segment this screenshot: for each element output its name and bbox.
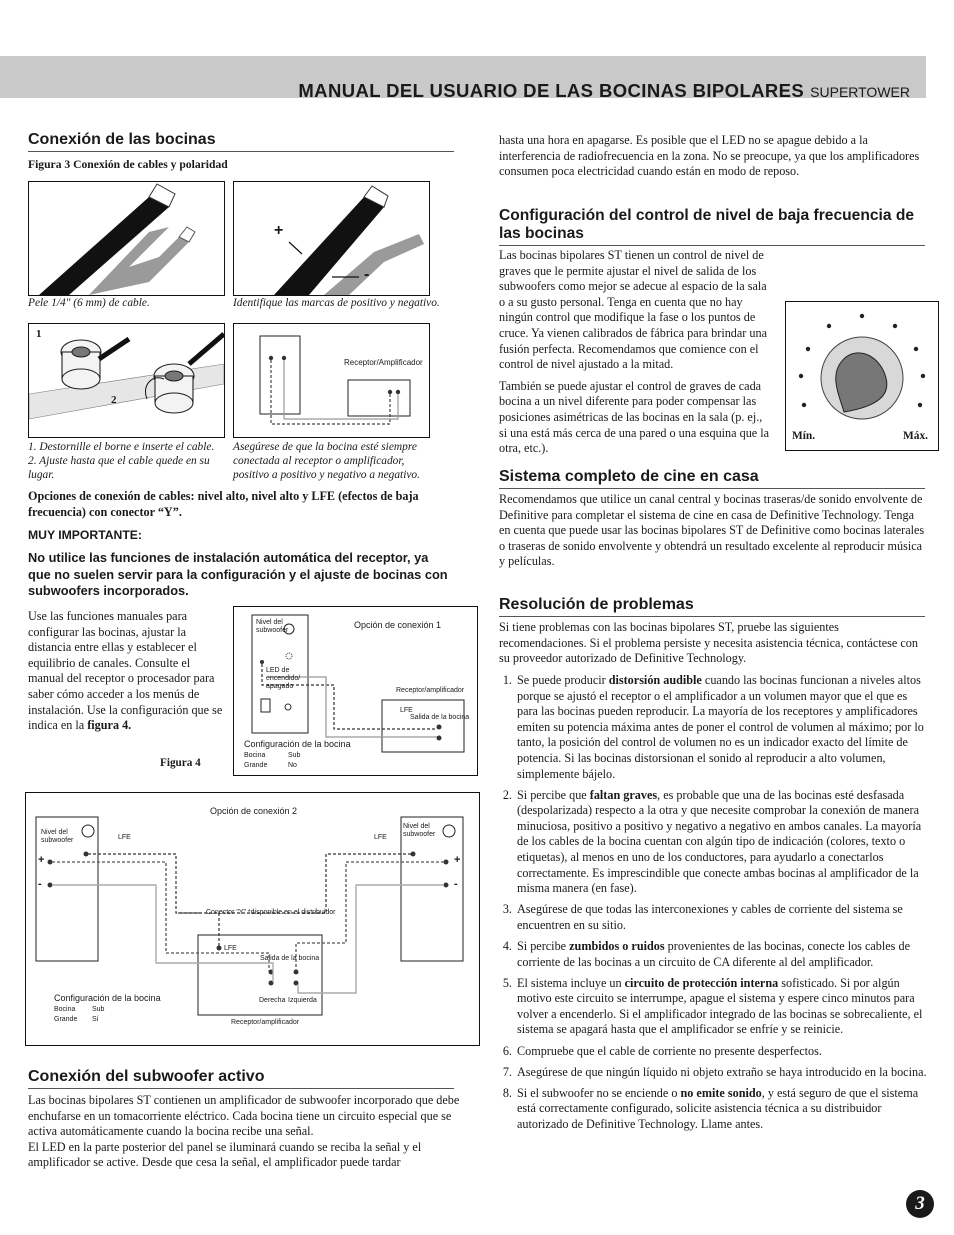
fig3-wiring-diagram (233, 323, 430, 438)
troubleshooting-item (515, 1065, 927, 1081)
config-p1: Las bocinas bipolares ST tienen un control de nivel de graves que le permite ajustar el nivel de salida de los subwoofers como mejor se adecue al espacio de la sala o a su gusto personal. Tenga en cuenta que no hay ningún control que modifique la fase o los puntos de cruce. Ya vienen calibrados de fábrica para brindar una fusión perfecta. Recomendamos que comience con el control de nivel ajustado a la mitad. (499, 248, 767, 372)
fig5-derecha: Derecha (259, 997, 286, 1004)
manual-p1: Use las funciones manuales para configurar las bocinas, ajustar la distancia entre ellas y establecer el equilibrio de canales. Consulte el (28, 609, 197, 670)
fig5-minus-left: - (38, 878, 42, 890)
fig5-lfe-right: LFE (374, 834, 387, 841)
fig5-lfe-amp: LFE (224, 945, 237, 952)
subwoofer-p1: Las bocinas bipolares ST contienen un amplificador de subwoofer incorporado que debe enchufarse en un tomacorriente eléctrico. Cada bocina tiene un circuito especial que se activa automáticamente cuando la bocina recibe una señal. (28, 1093, 460, 1139)
fig5-salida: Salida de la bocina (260, 955, 320, 962)
item-text-cont: , y está seguro de que el sistema está correctamente configurado, solicite asistencia técnica a su distribuidor autorizado de Definitive Technology. Llame antes. (517, 1085, 919, 1131)
item-text: Compruebe que el cable de corriente no presente desperfectos. (517, 1043, 822, 1058)
fig3-title: Figura 3 Conexión de cables y polaridad (28, 158, 228, 171)
fig4-lfe: LFE (400, 707, 413, 714)
plus-mark: + (274, 222, 284, 239)
title-subtitle: SUPERTOWER (810, 84, 910, 100)
subwoofer-text (28, 1093, 464, 1171)
fig5-bocina: Bocina (54, 1006, 76, 1013)
minus-mark: - (364, 266, 370, 283)
section-subwoofer-title: Conexión del subwoofer activo (28, 1068, 454, 1089)
fig5-izquierda: Izquierda (288, 997, 317, 1004)
item-text: Se puede producir (517, 673, 609, 687)
receptor-amp-label: Receptor/Amplificador (344, 358, 423, 367)
fig3-caption-c (28, 441, 226, 482)
fig5-opcion2: Opción de conexión 2 (210, 806, 298, 816)
fig5-si: Sí (92, 1016, 99, 1023)
item-emphasis: zumbidos o ruidos (569, 939, 665, 953)
troubleshooting-item (515, 788, 927, 897)
cable-options-text: Opciones de conexión de cables: nivel alto, nivel alto y LFE (efectos de baja frecuencia) con conector “Y”. (28, 489, 419, 519)
fig3-caption-d: Asegúrese de que la bocina esté siempre conectada al receptor o amplificador, positivo a positivo y negativo a negativo. (233, 441, 420, 481)
fig5-nivel-sub-right: Nivel del subwoofer (403, 823, 436, 838)
troubleshooting-list (499, 673, 927, 1138)
troubleshooting-item (515, 976, 927, 1038)
problemas-intro: Si tiene problemas con las bocinas bipolares ST, pruebe las siguientes recomendaciones. Si el problema persiste y necesita asistencia técnica, contáctese con su proveedor autorizado de Definitive Technology. (499, 620, 918, 666)
troubleshooting-item (515, 902, 927, 933)
section-problemas-title: Resolución de problemas (499, 596, 925, 617)
subwoofer-p2: El LED en la parte posterior del panel se iluminará cuando se reciba la señal y el amplificador se active. Desde que cesa la señal, el amplificador puede tardar (28, 1139, 422, 1170)
cine-text: Recomendamos que utilice un canal central y bocinas traseras/de sonido envolvente de Definitive para completar el sistema de cine en casa de Definitive Technology. Tenga en cuenta que puede usar las bocinas bipolares ST de Definitive como bocinas laterales o traseras de sonido envolvente y obtendrá un resultado excelente al reproducir música y películas. (499, 492, 925, 569)
troubleshooting-item (515, 673, 927, 782)
fig4-led: LED de encendido/ apagado (266, 667, 301, 690)
item-text: El sistema incluye un (517, 975, 625, 990)
item-text-cont: provenientes de las bocinas, conecte los cables de corriente de las bocinas a un circuito de CA diferente al del amplificador. (517, 939, 910, 969)
item-emphasis: no emite sonido (680, 1085, 762, 1100)
warning-text: No utilice las funciones de instalación automática del receptor, ya que no suelen servir para la configuración y el ajuste de bocinas con subwoofers incorporados. (28, 550, 448, 599)
fig3-polarity (233, 181, 430, 296)
caption-c-step2: 2. Ajuste hasta que el cable quede en su lugar. (28, 454, 210, 481)
manual-p2-wrap (28, 671, 230, 733)
continued-text: hasta una hora en apagarse. Es posible que el LED no se apague debido a la interferencia de radiofrecuencia en la zona. No se preocupe, ya que los amplificadores consumen poca electricidad cuando están en modo de reposo. (499, 133, 920, 179)
fig4-opcion1: Opción de conexión 1 (354, 620, 442, 630)
page-number: 3 (906, 1190, 934, 1218)
fig5-receptor: Receptor/amplificador (231, 1019, 300, 1026)
fig5-lfe-left: LFE (118, 834, 131, 841)
item-emphasis: faltan graves (589, 787, 658, 802)
fig5-config: Configuración de la bocina (54, 993, 161, 1003)
fig4-config: Configuración de la bocina (244, 739, 351, 749)
caption-c-step1: 1. Destornille el borne e inserte el cable. (28, 441, 215, 453)
config-p2: También se puede ajustar el control de graves de cada bocina a un nivel diferente para poder compensar las posiciones asimétricas de las bocinas en la sala (p. ej., si una está más cerca de una pared o una esquina que la otra, etc.). (499, 378, 770, 456)
fig5-grande: Grande (54, 1016, 78, 1023)
item-text: Asegúrese de que ningún líquido ni objeto extraño se haya introducido en la bocina. (517, 1064, 927, 1079)
figura4-label: Figura 4 (160, 757, 201, 769)
step-1-label: 1 (36, 328, 42, 340)
fig4-no: No (288, 762, 297, 769)
bass-knob-figure (785, 301, 939, 451)
fig5-minus-right: - (454, 878, 458, 890)
fig3-strip-wire (28, 181, 225, 296)
knob-min-label: Mín. (792, 430, 816, 442)
step-2-label: 2 (111, 394, 117, 406)
item-text: Asegúrese de que todas las interconexiones y cables de corriente del sistema se encuentren en su sitio. (517, 902, 903, 932)
item-text: Si percibe que (517, 787, 590, 802)
item-text-cont: , es probable que una de las bocinas esté desfasada (despolarizada) respecto a la otra y que necesite comprobar la conexión de manera minuciosa, positivo a positivo y negativo a negativo en ambos canales. La mayoría de los cables de la bocina cuentan con algún tipo de indicación (colores, texto o etiquetas), al menos en uno de los conductores, para ayudarlo a conectarlos correctamente. Es imprescindible que conecte ambas bocinas al amplificador de la misma manera (en fase). (517, 787, 922, 896)
fig5-nivel-sub-left: Nivel del subwoofer (41, 829, 74, 844)
item-text: Si percibe (517, 939, 570, 953)
fig5-diagram (25, 792, 480, 1046)
figura4-ref: figura 4. (87, 718, 132, 733)
fig4-nivel-sub: Nivel del subwoofer (256, 619, 289, 634)
fig4-grande: Grande (244, 762, 268, 769)
troubleshooting-item (515, 1044, 927, 1060)
fig4-bocina: Bocina (244, 752, 266, 759)
fig5-plus-left: + (38, 854, 45, 866)
troubleshooting-item (515, 1086, 927, 1133)
fig4-salida: Salida de la bocina (410, 714, 470, 721)
fig5-conector-y: Conector "Y" *disponible en el distribuidor (206, 909, 336, 916)
fig4-receptor: Receptor/amplificador (396, 687, 465, 694)
item-text: Si el subwoofer no se enciende o (517, 1085, 681, 1100)
item-text-cont: sofisticado. Si por algún motivo este circuito se interrumpe, apague el sistema y espere cinco minutos para volver a encenderlo. Si el amplificador integrado de las bocinas se sobrecaliente, el sistema se apagará hasta que el amplificador se enfríe y se reinicie. (517, 975, 923, 1037)
troubleshooting-item (515, 939, 927, 970)
item-emphasis: circuito de protección interna (624, 975, 779, 990)
fig3-caption-a: Pele 1/4" (6 mm) de cable. (28, 297, 150, 309)
section-cine-title: Sistema completo de cine en casa (499, 468, 925, 489)
muy-importante: MUY IMPORTANTE: (28, 528, 142, 542)
page-title (298, 80, 910, 102)
knob-max-label: Máx. (903, 430, 928, 442)
fig5-plus-right: + (454, 854, 461, 866)
section-config-title: Configuración del control de nivel de baja frecuencia de las bocinas (499, 207, 925, 246)
fig5-sub: Sub (92, 1006, 105, 1013)
title-text: MANUAL DEL USUARIO DE LAS BOCINAS BIPOLARES (298, 80, 805, 101)
section-conexion-title: Conexión de las bocinas (28, 131, 454, 152)
fig4-sub: Sub (288, 752, 301, 759)
fig3-caption-b: Identifique las marcas de positivo y negativo. (233, 297, 440, 309)
manual-setup-text (28, 609, 230, 734)
item-text-cont: cuando las bocinas funcionan a niveles altos porque se ajustó el receptor o el amplificador a un volumen mayor que el que es para las bocinas pueden reproducir. La mayoría de los receptores y amplificadores emiten su potencia máxima antes de poner el control de volumen al máximo; por lo tanto, la posición del control de volumen no es un indicador exacto del límite de potencia. Si las bocinas distorsionan el sonido al reproducir a alto volumen, simplemente bájelo. (517, 673, 924, 781)
fig3-binding-posts (28, 323, 225, 438)
manual-p2: manual del receptor o procesador para saber cómo acceder a los menús de instalación. Use la configuración que se indica en la (28, 671, 223, 733)
fig4-diagram (233, 606, 478, 776)
item-emphasis: distorsión audible (608, 673, 702, 687)
